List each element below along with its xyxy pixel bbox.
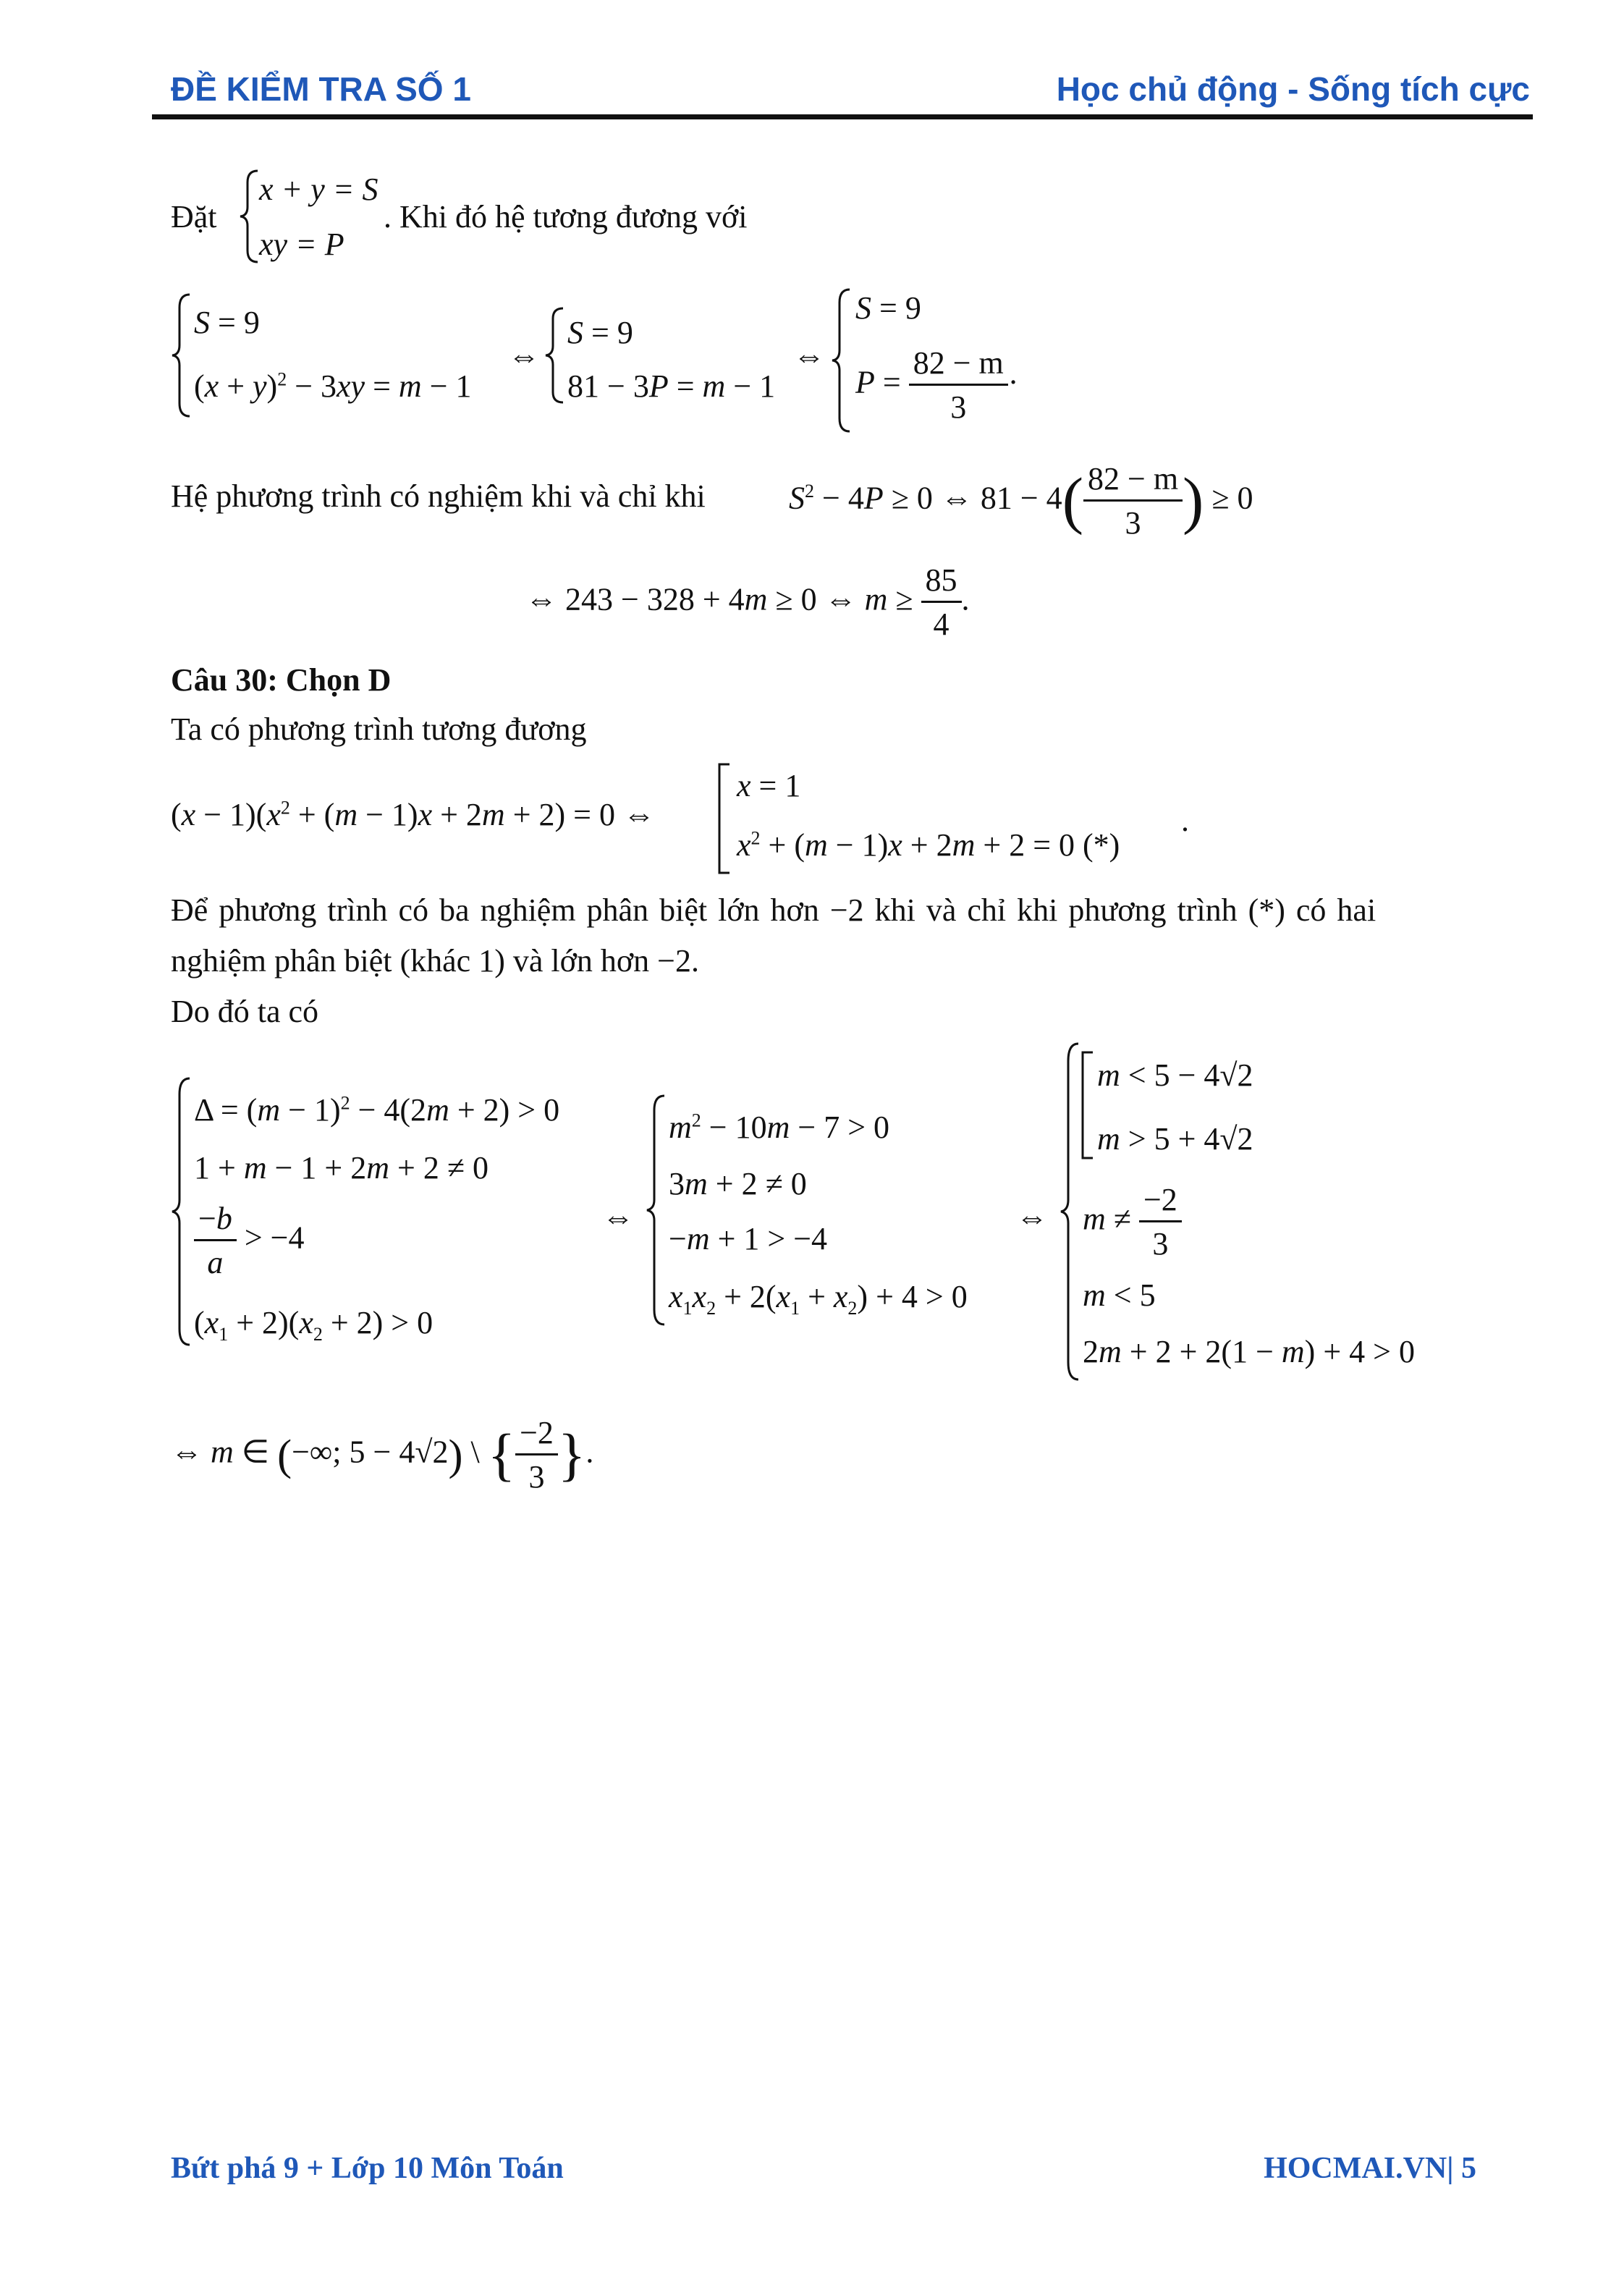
sys-d-eq2: 1 + m − 1 + 2m + 2 ≠ 0 bbox=[194, 1150, 489, 1186]
sys-b-eq2: 81 − 3P = m − 1 bbox=[567, 368, 776, 404]
dat-label: Đặt bbox=[171, 199, 217, 234]
sys-f-eq1: m < 5 − 4√2 bbox=[1097, 1057, 1253, 1093]
ta-co-text: Ta có phương trình tương đương bbox=[171, 711, 587, 747]
do-do-text: Do đó ta có bbox=[171, 994, 319, 1029]
sys-d-eq3: $\frac{-b}{a}$ > −4 bbox=[194, 1203, 304, 1279]
dat-eq2: xy = P bbox=[259, 227, 344, 262]
iff-b-c: ⇔ bbox=[793, 338, 825, 373]
eq-case1: x = 1 bbox=[737, 768, 801, 803]
dat-eq1: x + y = S bbox=[259, 172, 378, 207]
line-243: ⇔ 243 − 328 + 4m ≥ 0 ⇔ m ≥ $\frac{85}{4}$ . bbox=[525, 562, 970, 642]
eq-period: . bbox=[1181, 803, 1189, 838]
sys-e-eq2: 3m + 2 ≠ 0 bbox=[669, 1166, 807, 1201]
footer-course: Bứt phá 9 + Lớp 10 Môn Toán bbox=[171, 2152, 564, 2185]
iff-a-b: ⇔ bbox=[508, 338, 540, 373]
cau30-heading: Câu 30: Chọn D bbox=[171, 662, 392, 698]
he-text: Hệ phương trình có nghiệm khi và chỉ khi bbox=[171, 478, 706, 514]
sys-b-eq1: S = 9 bbox=[567, 315, 633, 350]
brace-sys-f bbox=[1060, 1042, 1081, 1381]
sys-f-eq2: m > 5 + 4√2 bbox=[1097, 1121, 1253, 1157]
header-slogan: Học chủ động - Sống tích cực bbox=[1056, 70, 1530, 108]
sys-a-eq1: S = 9 bbox=[194, 305, 260, 340]
para1-line2: nghiệm phân biệt (khác 1) và lớn hơn −2. bbox=[171, 943, 699, 979]
header-rule bbox=[152, 114, 1533, 119]
sys-d-eq1: $\Delta = (m - 1)^2 - 4(2m + 2) > 0$ bbox=[194, 1092, 560, 1128]
sys-c-eq2: P = $\frac{82 - m}{3}$ · bbox=[855, 345, 1019, 425]
bracket-cases bbox=[716, 763, 732, 874]
iff-d-e: ⇔ bbox=[602, 1199, 634, 1235]
sys-a-eq2: $(x + y)^2 - 3xy = m - 1$ bbox=[194, 368, 472, 404]
header-title: ĐỀ KIỂM TRA SỐ 1 bbox=[171, 70, 471, 108]
sys-c-eq1: S = 9 bbox=[855, 290, 921, 326]
footer-page: HOCMAI.VN| 5 bbox=[1264, 2152, 1476, 2185]
final-answer: ⇔ m ∈ (−∞; 5 − 4√2) \ { $\frac{-2}{3}$ }. bbox=[171, 1415, 594, 1495]
he-cond: $S^2 - 4P \ge 0$ ⇔ 81 − 4( $\frac{82 - m}{3}$ ) ≥ 0 bbox=[789, 461, 1253, 541]
sys-e-eq3: −m + 1 > −4 bbox=[669, 1221, 828, 1256]
brace-dat bbox=[239, 169, 261, 263]
brace-sys-c bbox=[831, 288, 853, 433]
para1-line1: Để phương trình có ba nghiệm phân biệt lớn hơn −2 khi và chỉ khi phương trình (*) có hai bbox=[171, 892, 1376, 928]
sys-f-eq5: 2m + 2 + 2(1 − m) + 4 > 0 bbox=[1083, 1334, 1415, 1369]
sys-e-eq1: $m^2 - 10m - 7 > 0$ bbox=[669, 1110, 890, 1145]
brace-sys-d bbox=[171, 1077, 193, 1346]
iff-e-f: ⇔ bbox=[1016, 1199, 1048, 1235]
brace-sys-e bbox=[646, 1094, 667, 1326]
sys-f-eq4: m < 5 bbox=[1083, 1277, 1156, 1313]
sys-d-eq4: $(x_1 + 2)(x_2 + 2) > 0$ bbox=[194, 1305, 434, 1345]
brace-sys-b bbox=[544, 307, 566, 404]
sys-f-eq3: m ≠ $\frac{-2}{3}$ bbox=[1083, 1184, 1182, 1260]
eq-case2: $x^2 + (m - 1)x + 2m + 2 = 0$ (*) bbox=[737, 827, 1120, 863]
bracket-sys-f bbox=[1080, 1051, 1096, 1159]
khi-do-text: . Khi đó hệ tương đương với bbox=[384, 199, 748, 234]
eq-main: $(x - 1)(x^2 + (m - 1)x + 2m + 2) = 0$ ⇔ bbox=[171, 797, 655, 832]
brace-sys-a bbox=[171, 293, 193, 418]
sys-e-eq4: $x_1x_2 + 2(x_1 + x_2) + 4 > 0$ bbox=[669, 1279, 968, 1319]
